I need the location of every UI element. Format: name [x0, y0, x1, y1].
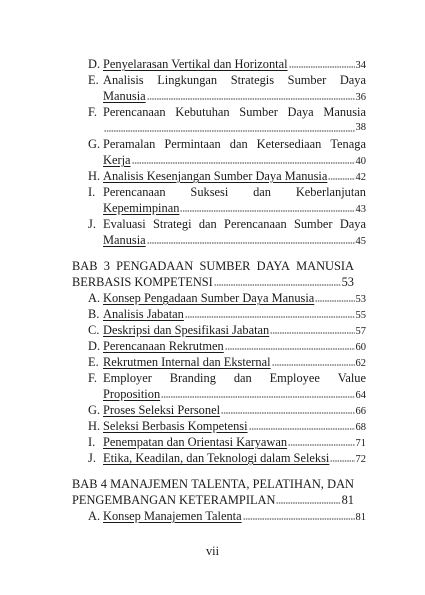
toc-entry-body	[103, 72, 366, 104]
toc-entry-letter: D.	[88, 57, 101, 71]
toc-entry[interactable]	[88, 72, 366, 104]
toc-word: dan	[253, 185, 271, 199]
toc-entry-letter: A.	[88, 291, 101, 305]
toc-entry[interactable]	[88, 290, 366, 306]
toc-entry-body	[103, 136, 366, 168]
toc-word: Strategis	[230, 73, 275, 87]
toc-entry-body	[103, 290, 366, 306]
toc-entry-body	[103, 370, 366, 402]
toc-entry-title: Kerja	[103, 153, 131, 167]
toc-entry-body	[103, 104, 366, 136]
toc-word: dan	[229, 137, 248, 151]
toc-line	[103, 338, 366, 354]
toc-word: Suksesi	[190, 185, 229, 199]
toc-entry-title: Konsep Pengadaan Sumber Daya Manusia	[103, 291, 315, 305]
toc-entry-body	[103, 322, 366, 338]
toc-word: Sumber	[287, 73, 327, 87]
toc-entry-letter: G.	[88, 137, 101, 151]
toc-word: TALENTA,	[191, 477, 250, 491]
toc-entry-title: Manusia	[103, 89, 146, 103]
toc-word: Ketersediaan	[256, 137, 322, 151]
dot-leader	[272, 364, 355, 366]
toc-entry-letter: F.	[88, 371, 97, 385]
toc-word: Sumber	[293, 217, 333, 231]
toc-word: Analisis	[103, 73, 144, 87]
toc-word: Perencanaan	[103, 105, 166, 119]
toc-entry[interactable]	[88, 418, 366, 434]
toc-line	[103, 354, 366, 370]
toc-entry[interactable]	[88, 322, 366, 338]
toc-page-number: 38	[355, 122, 366, 133]
toc-word: Daya	[339, 73, 366, 87]
toc-word: PENGADAAN	[116, 259, 194, 273]
toc-line	[103, 72, 366, 88]
toc-line	[103, 200, 366, 216]
dot-leader	[315, 300, 354, 302]
dot-leader	[330, 460, 354, 462]
toc-entry[interactable]	[88, 450, 366, 466]
toc-entry[interactable]	[88, 104, 366, 136]
toc-word: Employee	[269, 371, 320, 385]
toc-entry-body	[103, 306, 366, 322]
toc-entry-title: Deskripsi dan Spesifikasi Jabatan	[103, 323, 270, 337]
toc-word: 3	[103, 259, 110, 273]
toc-entry-body	[103, 168, 366, 184]
toc-chapter[interactable]	[72, 258, 354, 290]
dot-leader	[132, 162, 355, 164]
toc-page-number: 34	[355, 60, 366, 71]
toc-line	[103, 184, 366, 200]
toc-entry[interactable]	[88, 370, 366, 402]
toc-entry-body	[103, 216, 366, 248]
toc-entry-letter: J.	[88, 217, 96, 231]
toc-page-number: 81	[355, 512, 366, 523]
toc-line	[103, 386, 366, 402]
toc-word: Daya	[287, 105, 314, 119]
toc-entry-title: Analisis Jabatan	[103, 307, 184, 321]
toc-entry-letter: I.	[88, 435, 96, 449]
toc-page-number: 64	[355, 390, 366, 401]
dot-leader	[270, 332, 354, 334]
toc-word: Daya	[339, 217, 366, 231]
toc-word: BAB	[72, 477, 98, 491]
toc-entry-letter: B.	[88, 307, 100, 321]
toc-entry-title: PENGEMBANGAN KETERAMPILAN	[72, 493, 276, 507]
toc-line	[103, 508, 366, 524]
toc-word: Employer	[103, 371, 152, 385]
toc-entry[interactable]	[88, 184, 366, 216]
toc-entry-body	[103, 450, 366, 466]
toc-entry[interactable]	[88, 338, 366, 354]
toc-entry-body	[103, 434, 366, 450]
toc-entry-body	[103, 402, 366, 418]
toc-line	[103, 402, 366, 418]
toc-page-number: 55	[355, 310, 366, 321]
dot-leader	[288, 444, 354, 446]
toc-entry[interactable]	[88, 508, 366, 524]
dot-leader	[147, 242, 355, 244]
toc-line	[103, 56, 366, 72]
toc-word: Evaluasi	[103, 217, 146, 231]
toc-page-number: 60	[355, 342, 366, 353]
toc-page-number: 57	[355, 326, 366, 337]
toc-word: dan	[198, 217, 217, 231]
toc-word: BAB	[72, 259, 98, 273]
dot-leader	[180, 210, 354, 212]
dot-leader	[161, 396, 354, 398]
toc-entry-letter: H.	[88, 419, 101, 433]
toc-entry[interactable]	[88, 306, 366, 322]
toc-entry-title: Proposition	[103, 387, 161, 401]
toc-word: SUMBER	[199, 259, 251, 273]
toc-entry-body	[103, 418, 366, 434]
toc-page-number: 66	[355, 406, 366, 417]
toc-word: Lingkungan	[157, 73, 218, 87]
toc-entry-body	[103, 56, 366, 72]
toc-entry-letter: C.	[88, 323, 100, 337]
toc-entry-title: Rekrutmen Internal dan Eksternal	[103, 355, 271, 369]
toc-page-number: 62	[355, 358, 366, 369]
toc-entry[interactable]	[88, 168, 366, 184]
toc-word: 4	[100, 477, 107, 491]
toc-entry-title: Etika, Keadilan, dan Teknologi dalam Seleksi	[103, 451, 330, 465]
toc-page-number: 81	[341, 493, 354, 507]
toc-entry[interactable]	[88, 354, 366, 370]
toc-word: Keberlanjutan	[295, 185, 366, 199]
dot-leader	[289, 66, 355, 68]
toc-line	[103, 216, 366, 232]
toc-entry[interactable]	[88, 56, 366, 72]
toc-word: Peramalan	[103, 137, 156, 151]
toc-page-number: 42	[355, 172, 366, 183]
toc-page-number: 43	[355, 204, 366, 215]
page-number: vii	[205, 544, 220, 558]
toc-entry[interactable]	[88, 136, 366, 168]
toc-line	[103, 322, 366, 338]
toc-entry-letter: E.	[88, 73, 99, 87]
toc-entry-letter: J.	[88, 451, 96, 465]
toc-page-number: 53	[341, 275, 354, 289]
toc-word: Branding	[169, 371, 216, 385]
toc-page-number: 36	[355, 92, 366, 103]
toc-line	[103, 104, 366, 120]
toc-entry-title: Penyelarasan Vertikal dan Horizontal	[103, 57, 288, 71]
toc-line	[72, 492, 354, 508]
toc-line	[72, 274, 354, 290]
toc-entry-title: Kepemimpinan	[103, 201, 180, 215]
toc-word: Sumber	[239, 105, 278, 119]
toc-line	[103, 418, 366, 434]
toc-word: PELATIHAN,	[252, 477, 324, 491]
dot-leader	[249, 428, 355, 430]
toc-line	[103, 434, 366, 450]
toc-page-number: 53	[355, 294, 366, 305]
toc-line	[103, 450, 366, 466]
toc-line	[103, 290, 366, 306]
toc-word: MANAJEMEN	[110, 477, 188, 491]
toc-line	[103, 168, 366, 184]
toc-page-number: 71	[355, 438, 366, 449]
toc-entry-title: Analisis Kesenjangan Sumber Daya Manusia	[103, 169, 328, 183]
toc-page-number: 45	[355, 236, 366, 247]
toc-entry-title: Manusia	[103, 233, 146, 247]
toc-line	[103, 232, 366, 248]
toc-line	[103, 88, 366, 104]
toc-word: Tenaga	[330, 137, 366, 151]
toc-entry-title: Penempatan dan Orientasi Karyawan	[103, 435, 288, 449]
toc-entry-body	[103, 354, 366, 370]
toc-line	[72, 476, 354, 492]
toc-entry-letter: D.	[88, 339, 101, 353]
dot-leader	[185, 316, 355, 318]
toc-word: Strategi	[152, 217, 192, 231]
toc-entry-letter: A.	[88, 509, 101, 523]
toc-entry-title: Proses Seleksi Personel	[103, 403, 221, 417]
toc-word: Perencanaan	[103, 185, 166, 199]
toc-entry-title: Seleksi Berbasis Kompetensi	[103, 419, 248, 433]
dot-leader	[243, 518, 355, 520]
toc-line	[103, 136, 366, 152]
toc-word: Manusia	[323, 105, 366, 119]
toc-entry[interactable]	[88, 216, 366, 248]
dot-leader	[225, 348, 355, 350]
dot-leader	[276, 502, 340, 504]
toc-word: dan	[233, 371, 252, 385]
toc-word: Perencanaan	[224, 217, 287, 231]
toc-word: MANUSIA	[296, 259, 354, 273]
toc-entry-letter: E.	[88, 355, 99, 369]
toc-entry-title: Konsep Manajemen Talenta	[103, 509, 242, 523]
dot-leader	[328, 178, 354, 180]
toc-entry-letter: I.	[88, 185, 96, 199]
toc-entry-letter: G.	[88, 403, 101, 417]
toc-line	[72, 258, 354, 274]
toc-page-number: 72	[355, 454, 366, 465]
toc-page-number: 68	[355, 422, 366, 433]
toc-word: Value	[337, 371, 366, 385]
toc-line	[103, 152, 366, 168]
toc-entry-body	[103, 338, 366, 354]
toc-chapter[interactable]	[72, 476, 354, 508]
toc-entry-body	[103, 508, 366, 524]
toc-word: DAN	[327, 477, 354, 491]
dot-leader	[104, 130, 355, 132]
toc-entry[interactable]	[88, 434, 366, 450]
toc-page-number: 40	[355, 156, 366, 167]
toc-entry-title: BERBASIS KOMPETENSI	[72, 275, 213, 289]
toc-entry[interactable]	[88, 402, 366, 418]
toc-entry-body	[103, 184, 366, 216]
dot-leader	[147, 98, 355, 100]
toc-word: Kebutuhan	[175, 105, 230, 119]
toc-line	[103, 306, 366, 322]
dot-leader	[221, 412, 354, 414]
toc-word: Permintaan	[164, 137, 221, 151]
toc-entry-letter: H.	[88, 169, 101, 183]
toc-entry-title: Perencanaan Rekrutmen	[103, 339, 224, 353]
toc-line	[103, 370, 366, 386]
toc-word: DAYA	[256, 259, 290, 273]
toc-entry-letter: F.	[88, 105, 97, 119]
dot-leader	[214, 284, 341, 286]
toc-line	[103, 120, 366, 136]
